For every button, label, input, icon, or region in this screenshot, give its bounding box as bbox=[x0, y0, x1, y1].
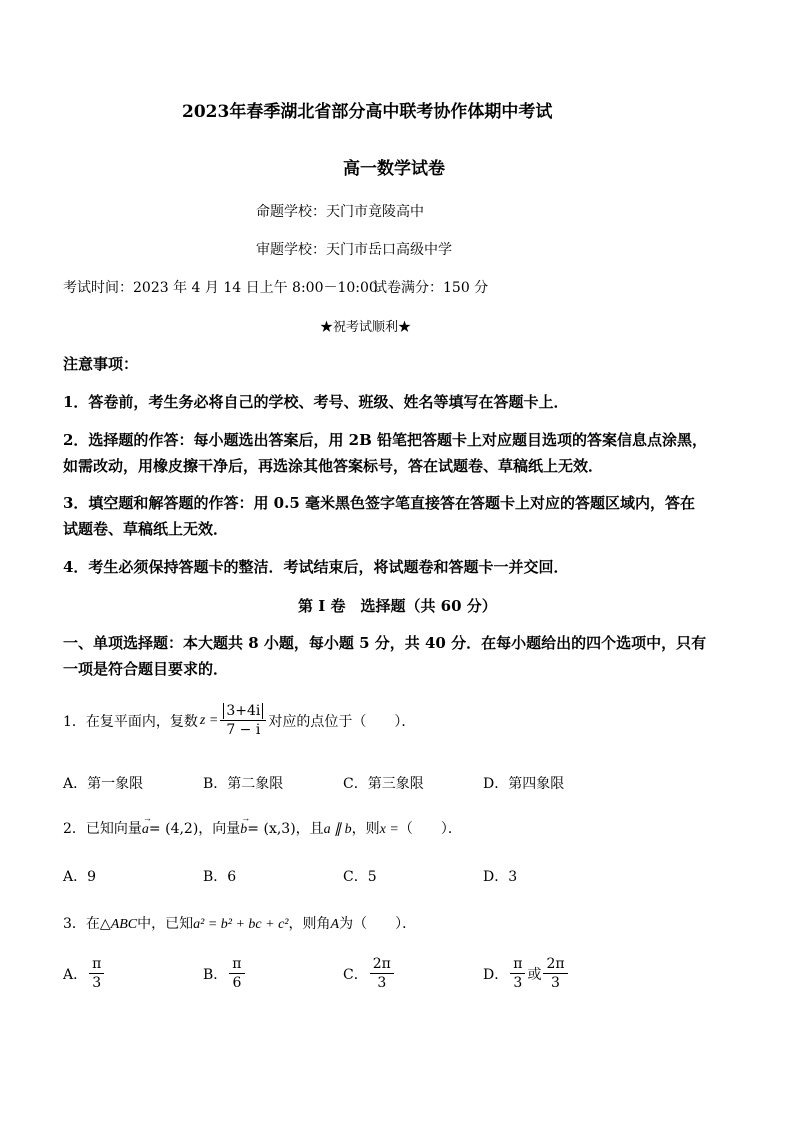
q2-mid: ，向量 bbox=[198, 821, 241, 837]
q2-b-value: = (x,3) bbox=[247, 821, 296, 837]
q3-a-num: π bbox=[89, 955, 104, 974]
q3-then: ，则角 bbox=[288, 916, 331, 932]
section-intro-line-1: 一、单项选择题：本大题共 8 小题，每小题 5 分，共 40 分．在每小题给出的四个选项中，只有 bbox=[63, 634, 707, 652]
q2-x: x = bbox=[379, 822, 399, 837]
q2-a-value: = (4,2) bbox=[148, 821, 199, 837]
q1-option-a: A．第一象限 bbox=[63, 776, 144, 792]
section-title: 第 I 卷 选择题（共 60 分） bbox=[298, 597, 497, 615]
q3-d-den-2: 3 bbox=[551, 975, 560, 991]
q1-fraction bbox=[220, 702, 266, 739]
q3-option-b bbox=[203, 955, 247, 992]
q2-option-a: A．9 bbox=[63, 869, 97, 885]
note-3-line-2: 试题卷、草稿纸上无效． bbox=[63, 520, 229, 538]
note-1: 1．答卷前，考生务必将自己的学校、考号、班级、姓名等填写在答题卡上． bbox=[63, 393, 569, 411]
q3-a-den: 3 bbox=[92, 975, 102, 991]
note-2-line-1: 2．选择题的作答：每小题选出答案后，用 2B 铅笔把答题卡上对应题目选项的答案信息点涂黑， bbox=[63, 431, 708, 449]
q3-triangle: ABC bbox=[110, 917, 138, 932]
q1-option-c: C．第三象限 bbox=[343, 776, 424, 792]
note-3-line-1: 3．填空题和解答题的作答：用 0.5 毫米黑色签字笔直接答在答题卡上对应的答题区域内，答在 bbox=[63, 494, 695, 512]
q2-option-d: D．3 bbox=[483, 869, 518, 885]
q2-condition: ，且 bbox=[295, 821, 324, 837]
q3-option-a-label: A． bbox=[63, 966, 88, 983]
setter-school: 命题学校：天门市竟陵高中 bbox=[256, 204, 424, 220]
q3-blank: 为（ ）． bbox=[339, 916, 417, 932]
section-intro-line-2: 一项是符合题目要求的． bbox=[63, 660, 229, 678]
q2-parallel: a ∥ b bbox=[323, 822, 352, 837]
q2-vector-a: → a bbox=[141, 813, 152, 837]
q3-d-num-2: 2π bbox=[543, 955, 567, 974]
q1-option-d: D．第四象限 bbox=[483, 776, 565, 792]
q3-option-c-label: C． bbox=[343, 966, 368, 983]
exam-title: 2023年春季湖北省部分高中联考协作体期中考试 bbox=[182, 102, 553, 122]
question-1 bbox=[63, 702, 415, 739]
note-4: 4．考生必须保持答题卡的整洁．考试结束后，将试题卷和答题卡一并交回． bbox=[63, 558, 569, 576]
q2-option-b: B．6 bbox=[203, 869, 237, 885]
q3-mid: 中，已知 bbox=[137, 916, 194, 932]
q3-d-num-1: π bbox=[510, 955, 525, 974]
q3-option-a bbox=[63, 955, 106, 992]
note-2-line-2: 如需改动，用橡皮擦干净后，再选涂其他答案标号，答在试题卷、草稿纸上无效． bbox=[63, 457, 604, 475]
q3-equation: a² = b² + bc + c² bbox=[193, 917, 289, 932]
q2-stem-start: 2．已知向量 bbox=[63, 821, 142, 837]
q1-denominator: 7 − i bbox=[226, 722, 261, 738]
question-3 bbox=[63, 913, 416, 933]
good-luck: ★祝考试顺利★ bbox=[320, 320, 412, 335]
q3-b-num: π bbox=[229, 955, 244, 974]
q1-z: z = bbox=[199, 712, 219, 728]
paper-subtitle: 高一数学试卷 bbox=[343, 159, 445, 179]
q3-c-num: 2π bbox=[370, 955, 394, 974]
q1-option-b: B．第二象限 bbox=[203, 776, 284, 792]
q3-b-den: 6 bbox=[232, 975, 242, 991]
q3-option-d bbox=[483, 955, 570, 992]
reviewer-school: 审题学校：天门市岳口高级中学 bbox=[256, 242, 452, 258]
q2-option-c: C．5 bbox=[343, 869, 377, 885]
q3-stem-start: 3．在△ bbox=[63, 916, 111, 932]
q3-option-b-label: B． bbox=[203, 966, 228, 983]
notes-heading: 注意事项： bbox=[63, 355, 139, 373]
full-score: 试卷满分：150 分 bbox=[373, 280, 489, 296]
q3-d-or: 或 bbox=[527, 966, 542, 983]
exam-time: 考试时间：2023 年 4 月 14 日上午 8:00－10:00 bbox=[63, 280, 378, 296]
q1-stem-end: 对应的点位于（ ）． bbox=[268, 713, 416, 730]
q3-option-d-label: D． bbox=[483, 966, 509, 983]
q3-option-c bbox=[343, 955, 396, 992]
q3-d-den-1: 3 bbox=[513, 975, 523, 991]
q2-blank: （ ）． bbox=[398, 821, 462, 837]
q1-numerator: 3+4i bbox=[223, 703, 263, 719]
q2-then: ，则 bbox=[351, 821, 380, 837]
q3-c-den: 3 bbox=[377, 975, 387, 991]
question-2 bbox=[63, 813, 462, 838]
q3-angle-var: A bbox=[330, 917, 340, 932]
q2-vector-b: → b bbox=[240, 813, 251, 837]
q1-stem-start: 1．在复平面内，复数 bbox=[63, 713, 198, 730]
